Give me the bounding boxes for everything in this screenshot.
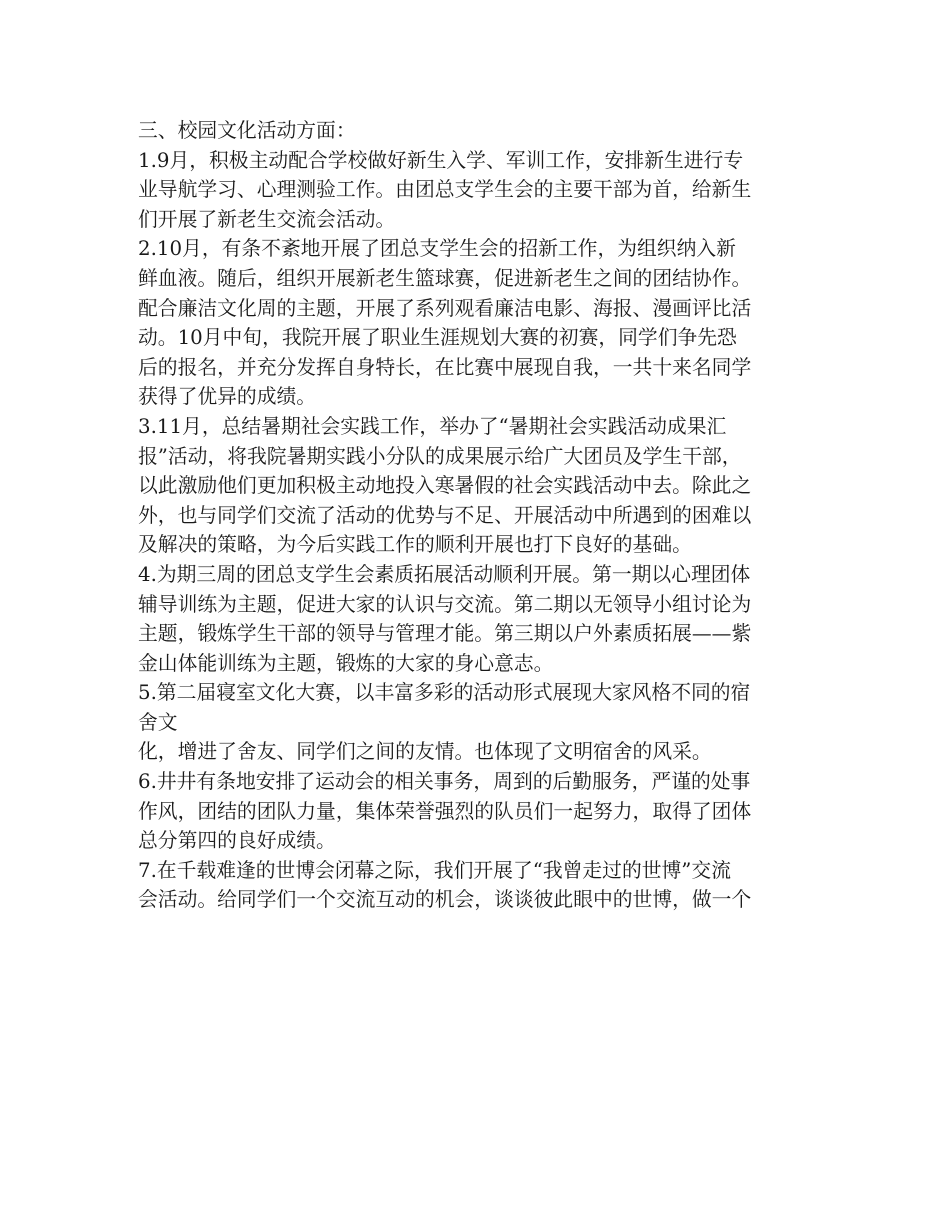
text-line: 舍文 [138, 710, 178, 734]
text-line: 5.第二届寝室文化大赛，以丰富多彩的活动形式展现大家风格不同的宿 [138, 681, 751, 705]
text-line: 会活动。给同学们一个交流互动的机会，谈谈彼此眼中的世博，做一个 [138, 888, 752, 912]
text-line: 6.井井有条地安排了运动会的相关事务，周到的后勤服务，严谨的处事 [138, 770, 751, 794]
text-line: 7.在千载难逢的世博会闭幕之际，我们开展了“我曾走过的世博”交流 [138, 858, 731, 882]
text-line: 获得了优异的成绩。 [138, 385, 317, 409]
text-line: 3.11月，总结暑期社会实践工作，举办了“暑期社会实践活动成果汇 [138, 414, 727, 438]
text-line: 报”活动，将我院暑期实践小分队的成果展示给广大团员及学生干部， [138, 444, 742, 468]
text-line: 动。10月中旬，我院开展了职业生涯规划大赛的初赛，同学们争先恐 [138, 326, 737, 350]
text-line: 们开展了新老生交流会活动。 [138, 207, 396, 231]
text-line: 2.10月，有条不紊地开展了团总支学生会的招新工作，为组织纳入新 [138, 237, 736, 261]
text-line: 作风，团结的团队力量，集体荣誉强烈的队员们一起努力，取得了团体 [138, 799, 752, 823]
text-line: 配合廉洁文化周的主题，开展了系列观看廉洁电影、海报、漫画评比活 [138, 296, 752, 320]
text-line: 1.9月，积极主动配合学校做好新生入学、军训工作，安排新生进行专 [138, 148, 744, 172]
text-line: 业导航学习、心理测验工作。由团总支学生会的主要干部为首，给新生 [138, 178, 752, 202]
text-line: 鲜血液。随后，组织开展新老生篮球赛，促进新老生之间的团结协作。 [138, 266, 752, 290]
section-heading: 三、校园文化活动方面： [138, 119, 356, 142]
text-line: 以此激励他们更加积极主动地投入寒暑假的社会实践活动中去。除此之 [138, 474, 752, 498]
text-line: 外，也与同学们交流了活动的优势与不足、开展活动中所遇到的困难以 [138, 503, 752, 527]
text-line: 主题，锻炼学生干部的领导与管理才能。第三期以户外素质拓展——紫 [138, 622, 752, 646]
text-line: 总分第四的良好成绩。 [138, 829, 336, 853]
text-line: 4.为期三周的团总支学生会素质拓展活动顺利开展。第一期以心理团体 [138, 562, 751, 586]
text-line: 及解决的策略，为今后实践工作的顺利开展也打下良好的基础。 [138, 533, 692, 557]
document-body [138, 116, 814, 915]
text-line: 化，增进了舍友、同学们之间的友情。也体现了文明宿舍的风采。 [138, 740, 712, 764]
text-line: 金山体能训练为主题，锻炼的大家的身心意志。 [138, 651, 554, 675]
text-line: 后的报名，并充分发挥自身特长，在比赛中展现自我，一共十来名同学 [138, 355, 752, 379]
text-line: 辅导训练为主题，促进大家的认识与交流。第二期以无领导小组讨论为 [138, 592, 752, 616]
